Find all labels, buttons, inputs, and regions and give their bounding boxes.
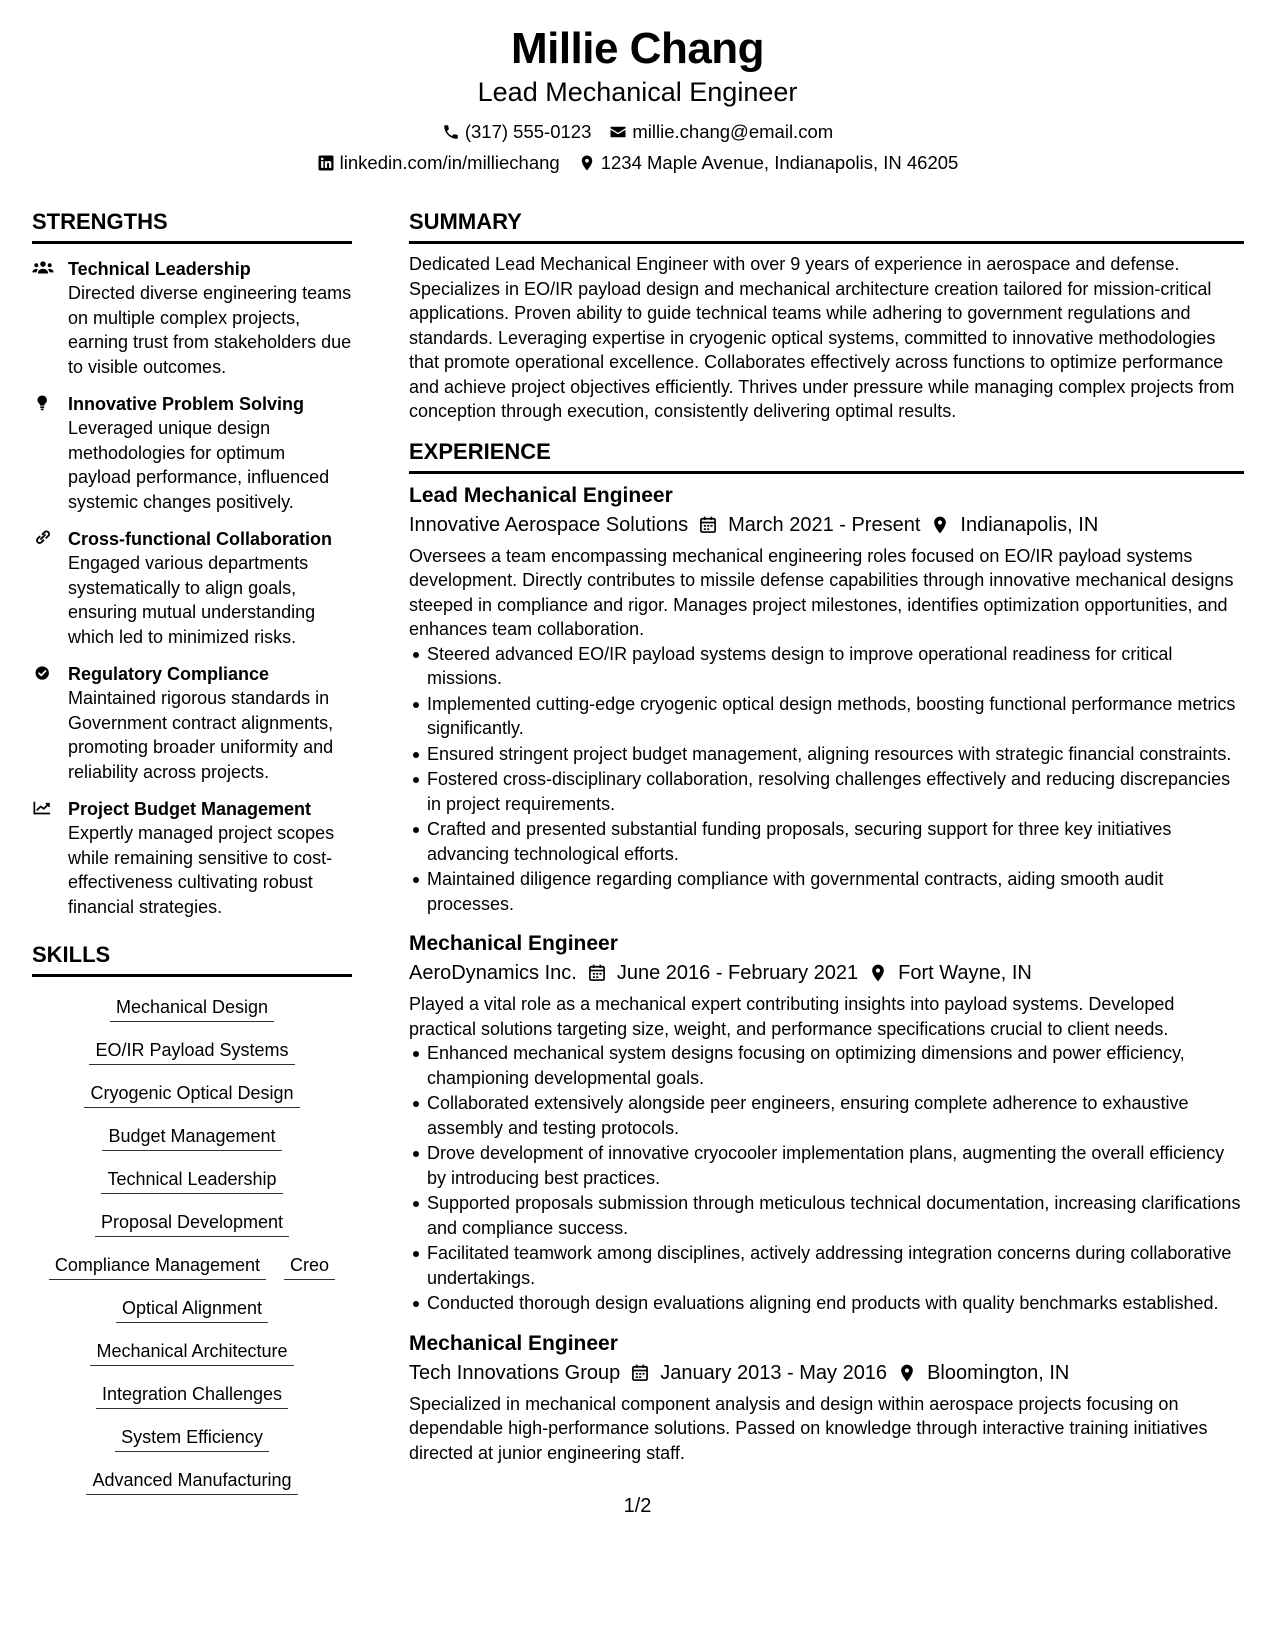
skills-row	[32, 1037, 352, 1065]
page-number: 1/2	[623, 1495, 652, 1517]
job-location: Indianapolis, IN	[960, 513, 1099, 536]
summary-heading: SUMMARY	[409, 208, 1244, 244]
skill-tag: Budget Management	[102, 1123, 281, 1151]
skill-tag: System Efficiency	[115, 1424, 269, 1452]
calendar-icon	[630, 1363, 650, 1383]
strength-title: Regulatory Compliance	[68, 664, 270, 684]
job-location: Fort Wayne, IN	[898, 962, 1032, 984]
email-contact[interactable]	[609, 120, 833, 144]
job-bullet: Maintained diligence regarding compliance with governmental contracts, aiding smooth audit processes.	[427, 867, 1244, 916]
job-description: Specialized in mechanical component analysis and design within aerospace projects focusing on dependable high-performance solutions. Passed on knowledge through interactive training initiatives directed at junior engineering staff.	[409, 1393, 1208, 1463]
skill-tag: Technical Leadership	[101, 1166, 282, 1194]
strength-item	[32, 527, 352, 649]
left-column	[32, 208, 352, 1495]
skill-tag: Integration Challenges	[96, 1381, 288, 1409]
envelope-icon	[609, 123, 627, 141]
strength-desc: Directed diverse engineering teams on multiple complex projects, earning trust from stakeholders due to visible outcomes.	[68, 283, 352, 377]
skills-row	[32, 1338, 352, 1366]
job-entry	[409, 1330, 1244, 1466]
candidate-name: Millie Chang	[510, 24, 765, 73]
job-bullet: Collaborated extensively alongside peer engineers, ensuring complete adherence to exhaustive assembly and testing protocols.	[427, 1091, 1244, 1140]
skills-row	[32, 1424, 352, 1452]
job-bullet: Supported proposals submission through meticulous technical documentation, increasing clarifications and compliance success.	[427, 1191, 1244, 1240]
map-marker-icon	[578, 154, 596, 172]
right-column	[409, 208, 1244, 1465]
phone-contact[interactable]	[442, 120, 592, 144]
strength-title: Cross-functional Collaboration	[68, 529, 333, 549]
contact-row-1	[0, 120, 1275, 144]
resume-header	[0, 22, 1275, 175]
strength-desc: Maintained rigorous standards in Government contract alignments, promoting broader uniformity and reliability across projects.	[68, 688, 334, 782]
skills-row	[32, 1467, 352, 1495]
job-bullets	[409, 642, 1244, 917]
strength-title: Project Budget Management	[68, 799, 312, 819]
skill-tag: Mechanical Architecture	[90, 1338, 293, 1366]
skill-tag: Cryogenic Optical Design	[84, 1080, 299, 1108]
job-description: Played a vital role as a mechanical expert contributing insights into payload systems. Developed practical solutions targeting size, weight, and performance specifications crucial to client needs.	[409, 994, 1175, 1039]
skill-tag: Creo	[284, 1252, 335, 1280]
job-description: Oversees a team encompassing mechanical engineering roles focused on EO/IR payload systems development. Directly contributes to missile defense capabilities through innovative mechanical designs steeped in compliance and rigor. Manages project milestones, identifies optimization opportunities, and enhances team collaboration.	[409, 545, 1234, 639]
job-meta	[409, 1358, 1244, 1388]
contact-row-2	[0, 151, 1275, 175]
job-title: Mechanical Engineer	[409, 932, 618, 955]
skill-tag: Compliance Management	[49, 1252, 266, 1280]
job-bullets	[409, 1041, 1244, 1316]
skills-row	[32, 994, 352, 1022]
phone-icon	[442, 123, 460, 141]
skills-row	[32, 1209, 352, 1237]
strength-desc: Expertly managed project scopes while remaining sensitive to cost-effectiveness cultivating robust financial strategies.	[68, 823, 335, 917]
job-entry	[409, 930, 1244, 1316]
check-circle-icon	[32, 664, 54, 682]
job-entry	[409, 482, 1244, 917]
map-marker-icon	[868, 963, 888, 983]
job-dates: March 2021 - Present	[728, 513, 921, 536]
skills-list	[32, 994, 352, 1495]
skill-tag: EO/IR Payload Systems	[89, 1037, 294, 1065]
job-bullet: Implemented cutting-edge cryogenic optical design methods, boosting functional performance metrics significantly.	[427, 692, 1244, 741]
job-bullet: Drove development of innovative cryocooler implementation plans, augmenting the overall efficiency by introducing best practices.	[427, 1141, 1244, 1190]
summary-text: Dedicated Lead Mechanical Engineer with over 9 years of experience in aerospace and defense. Specializes in EO/IR payload design and mechanical architecture creation tailored for mission-critical applications. Proven ability to guide technical teams while adhering to government regulations and standards. Leveraging expertise in cryogenic optical systems, committed to innovative methodologies that promote operational excellence. Collaborates effectively across functions to optimize performance and achieve project objectives efficiently. Thrives under pressure while managing complex projects from conception through execution, consistently delivering optimal results.	[409, 254, 1235, 421]
strength-title: Technical Leadership	[68, 259, 251, 279]
skill-tag: Advanced Manufacturing	[86, 1467, 297, 1495]
linkedin-icon	[317, 154, 335, 172]
candidate-title: Lead Mechanical Engineer	[477, 77, 798, 107]
skills-heading: SKILLS	[32, 941, 352, 977]
users-icon	[32, 259, 54, 277]
job-title: Mechanical Engineer	[409, 1331, 618, 1355]
job-dates: June 2016 - February 2021	[616, 962, 859, 984]
map-marker-icon	[930, 515, 950, 535]
calendar-icon	[587, 963, 607, 983]
job-bullet: Crafted and presented substantial funding proposals, securing support for three key initiatives advancing technological efforts.	[427, 817, 1244, 866]
strength-desc: Leveraged unique design methodologies for optimum payload performance, influenced systemic changes positively.	[68, 418, 330, 512]
job-bullet: Conducted thorough design evaluations aligning end products with quality benchmarks established.	[427, 1291, 1244, 1316]
company-name: AeroDynamics Inc.	[409, 962, 577, 984]
skills-row	[32, 1381, 352, 1409]
strength-title: Innovative Problem Solving	[68, 394, 305, 414]
skills-row	[32, 1166, 352, 1194]
address-text: 1234 Maple Avenue, Indianapolis, IN 46205	[600, 152, 959, 173]
linkedin-text: linkedin.com/in/milliechang	[339, 152, 560, 173]
job-bullet: Enhanced mechanical system designs focusing on optimizing dimensions and power efficiency, championing developmental goals.	[427, 1041, 1244, 1090]
company-name: Tech Innovations Group	[409, 1361, 621, 1384]
skills-row	[32, 1080, 352, 1108]
experience-heading: EXPERIENCE	[409, 438, 1244, 474]
chart-line-icon	[32, 799, 54, 817]
strength-item	[32, 662, 352, 784]
email-text: millie.chang@email.com	[632, 121, 834, 142]
skill-tag: Mechanical Design	[110, 994, 274, 1022]
phone-text: (317) 555-0123	[464, 121, 592, 142]
job-meta	[409, 958, 1244, 988]
strengths-heading: STRENGTHS	[32, 208, 352, 244]
calendar-icon	[698, 515, 718, 535]
skill-tag: Optical Alignment	[116, 1295, 268, 1323]
skills-row	[32, 1295, 352, 1323]
skills-row	[32, 1252, 352, 1280]
strength-item	[32, 392, 352, 514]
skills-row	[32, 1123, 352, 1151]
job-bullet: Fostered cross-disciplinary collaboration, resolving challenges effectively and reducing discrepancies in project requirements.	[427, 767, 1244, 816]
strength-item	[32, 797, 352, 919]
job-title: Lead Mechanical Engineer	[409, 483, 673, 507]
job-dates: January 2013 - May 2016	[660, 1361, 888, 1384]
job-location: Bloomington, IN	[927, 1361, 1070, 1384]
strength-item	[32, 257, 352, 379]
job-bullet: Steered advanced EO/IR payload systems design to improve operational readiness for critical missions.	[427, 642, 1244, 691]
link-icon	[32, 529, 54, 547]
strength-desc: Engaged various departments systematically to align goals, ensuring mutual understanding which led to minimized risks.	[68, 553, 316, 647]
lightbulb-icon	[32, 394, 54, 412]
company-name: Innovative Aerospace Solutions	[409, 513, 689, 536]
job-bullet: Facilitated teamwork among disciplines, actively addressing integration concerns during collaborative undertakings.	[427, 1241, 1244, 1290]
linkedin-contact[interactable]	[317, 151, 560, 175]
map-marker-icon	[897, 1363, 917, 1383]
job-bullet: Ensured stringent project budget management, aligning resources with strategic financial constraints.	[427, 742, 1244, 767]
address-contact	[578, 151, 959, 175]
job-meta	[409, 510, 1244, 540]
skill-tag: Proposal Development	[95, 1209, 289, 1237]
